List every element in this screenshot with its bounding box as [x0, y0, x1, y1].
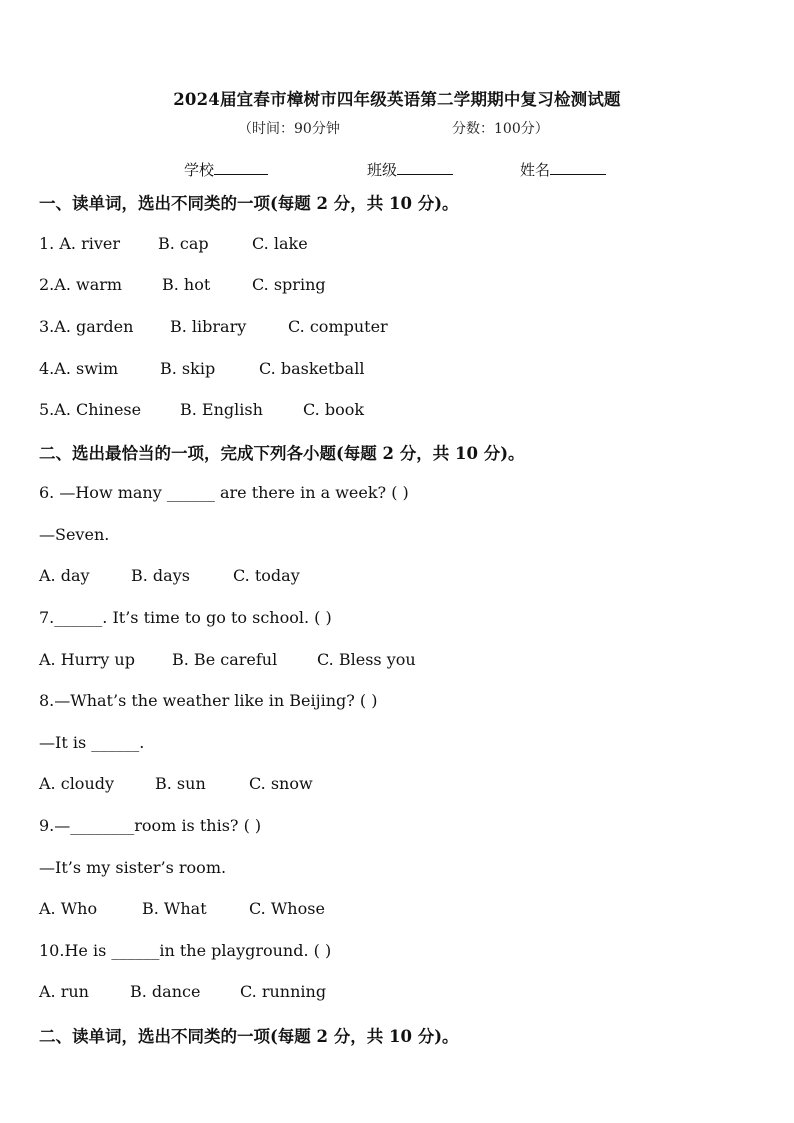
question-4	[39, 359, 118, 378]
question-7-stem: 7.______. It’s time to go to school. ( )	[39, 608, 332, 627]
section-3-title: 二、读单词，选出不同类的一项(每题 2 分，共 10 分)。	[39, 1027, 459, 1046]
question-5-option-b: B. English	[180, 400, 263, 419]
question-10-option-a: A. run	[39, 982, 89, 1001]
question-9-option-b: B. What	[142, 899, 207, 918]
question-3-option-c: C. computer	[288, 317, 388, 336]
question-6-answer: —Seven.	[39, 525, 110, 544]
question-7-option-b: B. Be careful	[172, 650, 278, 669]
question-1-option-a: 1. A. river	[39, 234, 120, 253]
question-8-option-c: C. snow	[249, 774, 313, 793]
question-8-stem: 8.—What’s the weather like in Beijing? ( )	[39, 691, 378, 710]
section-2-title: 二、选出最恰当的一项，完成下列各小题(每题 2 分，共 10 分)。	[39, 444, 525, 463]
class-field	[367, 159, 453, 180]
exam-score: 分数：100分）	[452, 121, 549, 137]
question-6-stem: 6. —How many ______ are there in a week? ( )	[39, 483, 409, 502]
question-5	[39, 400, 141, 419]
question-7-option-a: A. Hurry up	[39, 650, 135, 669]
question-9-stem: 9.—________room is this? ( )	[39, 816, 262, 835]
question-8-option-b: B. sun	[155, 774, 206, 793]
question-8-option-a: A. cloudy	[39, 774, 115, 793]
class-blank	[397, 160, 453, 175]
question-9-option-a: A. Who	[39, 899, 98, 918]
question-3-option-a: 3.A. garden	[39, 317, 134, 336]
question-9-option-c: C. Whose	[249, 899, 325, 918]
name-label: 姓名	[520, 161, 551, 179]
question-3	[39, 317, 133, 336]
school-blank	[214, 160, 268, 175]
question-10-option-b: B. dance	[130, 982, 201, 1001]
question-1-option-b: B. cap	[158, 234, 209, 253]
question-2-option-c: C. spring	[252, 275, 326, 294]
question-3-option-b: B. library	[170, 317, 247, 336]
question-5-option-a: 5.A. Chinese	[39, 400, 142, 419]
question-4-option-c: C. basketball	[259, 359, 365, 378]
section-1-title: 一、读单词，选出不同类的一项(每题 2 分，共 10 分)。	[39, 194, 459, 213]
question-8-answer: —It is ______.	[39, 733, 145, 752]
question-4-option-a: 4.A. swim	[39, 359, 119, 378]
question-2-option-b: B. hot	[162, 275, 211, 294]
question-10-option-c: C. running	[240, 982, 327, 1001]
school-label: 学校	[184, 161, 215, 179]
question-10-stem: 10.He is ______in the playground. ( )	[39, 941, 332, 960]
question-4-option-b: B. skip	[160, 359, 216, 378]
question-6-option-b: B. days	[131, 566, 190, 585]
question-5-option-c: C. book	[303, 400, 365, 419]
name-field	[520, 159, 606, 180]
class-label: 班级	[367, 161, 398, 179]
question-2	[39, 275, 122, 294]
name-blank	[550, 160, 606, 175]
page-title: 2024届宜春市樟树市四年级英语第二学期期中复习检测试题	[173, 90, 621, 109]
question-7-option-c: C. Bless you	[317, 650, 416, 669]
question-9-answer: —It’s my sister’s room.	[39, 858, 227, 877]
question-6-option-c: C. today	[233, 566, 300, 585]
question-2-option-a: 2.A. warm	[39, 275, 123, 294]
question-1-option-c: C. lake	[252, 234, 308, 253]
question-1	[39, 234, 120, 253]
question-6-option-a: A. day	[39, 566, 90, 585]
exam-time: （时间：90分钟	[238, 121, 340, 137]
school-field	[184, 159, 268, 180]
